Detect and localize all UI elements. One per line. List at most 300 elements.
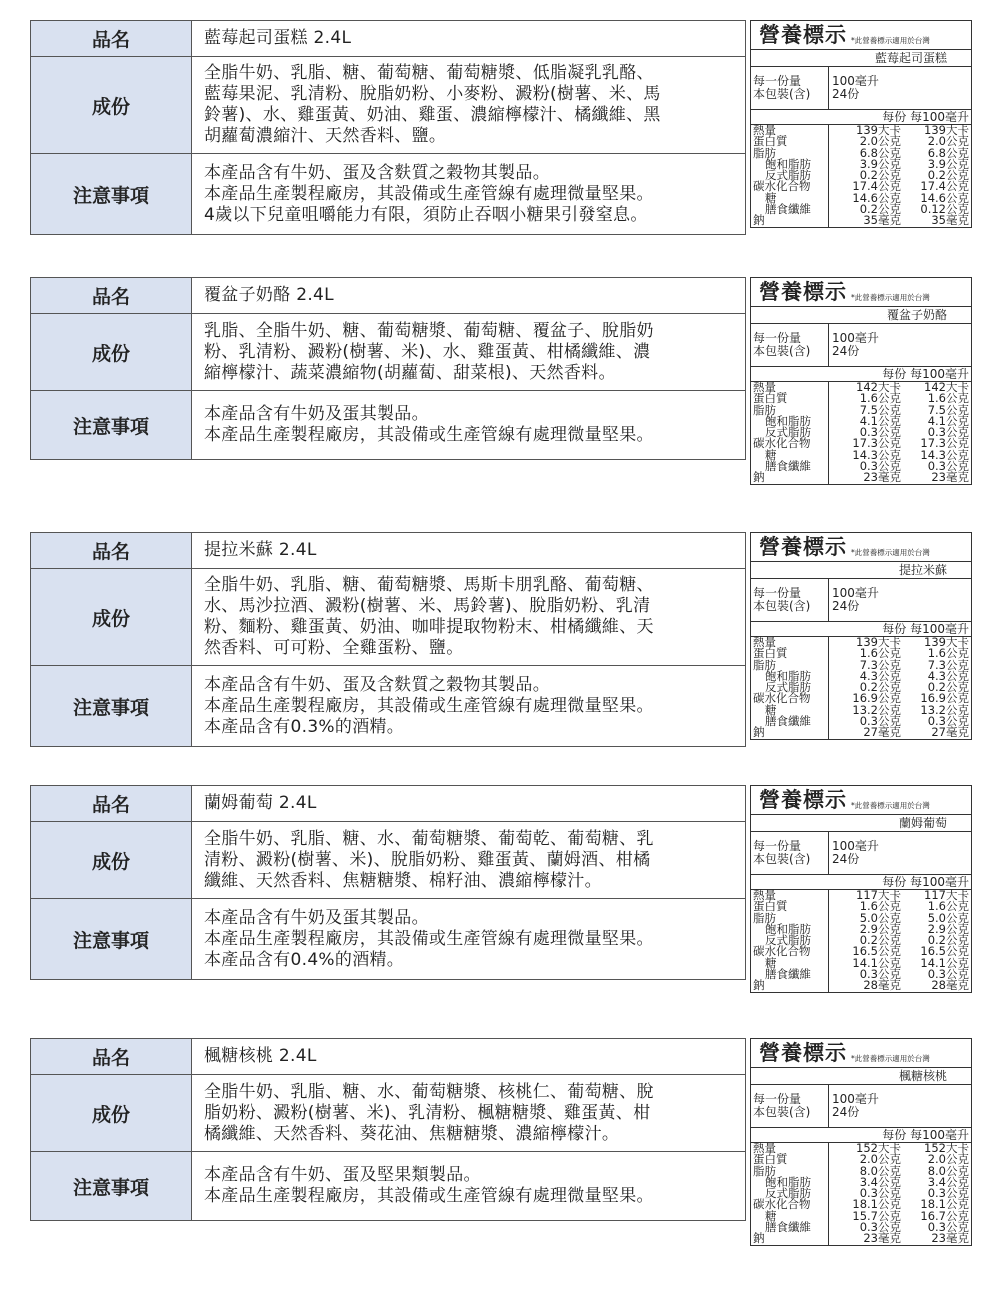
nutrient-per-serving: 0.3公克 (859, 459, 901, 474)
serving-info (751, 67, 971, 110)
nutrition-values (751, 637, 971, 739)
ingredients-line: 鈴薯)、水、雞蛋黃、奶油、雞蛋、濃縮檸檬汁、橘纖維、黑 (204, 105, 661, 125)
notes-label: 注意事項 (31, 391, 192, 459)
servings-label: 本包裝(含) (753, 87, 811, 101)
serving-count: 24份 (832, 344, 860, 358)
per-100-values (901, 125, 971, 227)
nutrient-name: 蛋白質 (753, 899, 788, 914)
nutrient-per-100: 14.6公克 (920, 190, 969, 205)
nutrient-name: 碳水化合物 (753, 944, 811, 959)
ingredients-text (204, 1082, 654, 1145)
nutrition-title-row (751, 533, 971, 562)
nutrient-per-serving: 152大卡 (856, 1141, 901, 1155)
nutrition-title: 營養標示 (759, 1041, 847, 1065)
serving-values (829, 324, 879, 366)
nutrient-per-serving: 3.9公克 (859, 156, 901, 171)
notes-value-cell (192, 154, 745, 234)
per-serving-label: 每一份量 (753, 1092, 802, 1106)
nutrient-name: 反式脂肪 (765, 680, 811, 695)
ingredients-value-cell (192, 57, 745, 153)
product-info-table (30, 277, 746, 460)
per-serving-values (829, 1143, 901, 1245)
product-name: 楓糖核桃 2.4L (204, 1046, 317, 1066)
notes-line: 本產品生產製程廠房，其設備或生產管線有處理微量堅果。 (204, 183, 654, 204)
ingredients-line: 全脂牛奶、乳脂、糖、葡萄糖漿、馬斯卡朋乳酪、葡萄糖、 (204, 575, 654, 595)
nutrient-per-serving: 0.2公克 (859, 680, 901, 695)
name-label: 品名 (31, 1039, 192, 1074)
nutrient-name: 碳水化合物 (753, 1197, 811, 1212)
name-value-cell (192, 786, 745, 821)
notes-row (31, 391, 745, 459)
nutrient-per-100: 35毫克 (931, 213, 969, 228)
notes-label: 注意事項 (31, 1152, 192, 1220)
ingredients-value-cell (192, 314, 745, 390)
notes-label: 注意事項 (31, 154, 192, 234)
nutrient-name: 熱量 (753, 380, 776, 394)
nutrient-name: 熱量 (753, 888, 776, 902)
nutrient-per-serving: 35毫克 (863, 213, 901, 228)
nutrition-panel (750, 277, 972, 485)
notes-row (31, 899, 745, 979)
per-serving-values (829, 637, 901, 739)
product-name: 蘭姆葡萄 2.4L (204, 793, 317, 813)
ingredients-line: 全脂牛奶、乳脂、糖、水、葡萄糖漿、核桃仁、葡萄糖、脫 (204, 1081, 654, 1102)
name-label: 品名 (31, 21, 192, 56)
nutrient-per-serving: 2.0公克 (859, 134, 901, 149)
nutrient-per-100: 2.0公克 (927, 134, 969, 149)
nutrient-per-serving: 3.4公克 (859, 1174, 901, 1189)
ingredients-text (204, 829, 654, 892)
ingredients-text (204, 575, 654, 659)
nutrient-names (751, 1143, 829, 1245)
nutrient-per-serving: 14.6公克 (852, 190, 901, 205)
product-name: 提拉米蘇 2.4L (204, 540, 317, 560)
nutrient-name: 脂肪 (753, 145, 776, 160)
serving-count: 24份 (832, 599, 860, 613)
serving-values (829, 67, 879, 109)
servings-label: 本包裝(含) (753, 852, 811, 866)
servings-label: 本包裝(含) (753, 1105, 811, 1119)
serving-values (829, 579, 879, 621)
ingredients-line: 乳脂、全脂牛奶、糖、葡萄糖漿、葡萄糖、覆盆子、脫脂奶 (204, 320, 654, 341)
name-value-cell (192, 21, 745, 56)
notes-label: 注意事項 (31, 899, 192, 979)
nutrient-per-serving: 0.2公克 (859, 202, 901, 217)
nutrition-panel (750, 20, 972, 228)
nutrient-names (751, 890, 829, 992)
per-100-column-label: 每100毫升 (910, 1128, 969, 1142)
per-serving-values (829, 382, 901, 484)
nutrient-name: 碳水化合物 (753, 436, 811, 451)
nutrient-per-serving: 7.5公克 (859, 402, 901, 417)
per-serving-label: 每一份量 (753, 839, 802, 853)
nutrient-per-serving: 0.2公克 (859, 933, 901, 948)
serving-count: 24份 (832, 852, 860, 866)
nutrient-per-serving: 18.1公克 (852, 1197, 901, 1212)
nutrient-per-100: 0.3公克 (927, 1186, 969, 1201)
name-row (31, 533, 745, 569)
serving-info (751, 832, 971, 875)
nutrient-per-100: 142大卡 (924, 380, 969, 394)
nutrition-note: *此營養標示適用於台灣 (851, 293, 930, 302)
per-serving-column-label: 每份 (882, 1128, 907, 1142)
ingredients-value-cell (192, 1075, 745, 1151)
nutrient-per-serving: 0.3公克 (859, 1220, 901, 1235)
nutrition-panel (750, 532, 972, 740)
ingredients-line: 藍莓果泥、乳清粉、脫脂奶粉、小麥粉、澱粉(樹薯、米、馬 (204, 84, 661, 104)
nutrient-per-100: 152大卡 (924, 1141, 969, 1155)
nutrient-per-serving: 15.7公克 (852, 1208, 901, 1223)
nutrition-note: *此營養標示適用於台灣 (851, 548, 930, 557)
nutrient-name: 膳食纖維 (765, 1220, 811, 1235)
nutrient-per-100: 139大卡 (924, 123, 969, 137)
serving-labels (751, 67, 829, 109)
ingredients-value-cell (192, 569, 745, 665)
per-100-values (901, 382, 971, 484)
nutrient-per-100: 4.1公克 (927, 413, 969, 428)
servings-label: 本包裝(含) (753, 344, 811, 358)
nutrient-per-100: 117大卡 (924, 888, 969, 902)
nutrient-per-100: 1.6公克 (927, 646, 969, 661)
nutrient-per-100: 1.6公克 (927, 391, 969, 406)
ingredients-value-cell (192, 822, 745, 898)
nutrient-name: 膳食纖維 (765, 967, 811, 982)
name-value-cell (192, 533, 745, 568)
ingredients-label: 成份 (31, 822, 192, 898)
notes-text (204, 1165, 654, 1207)
per-serving-column-label: 每份 (882, 110, 907, 124)
nutrient-per-serving: 28毫克 (863, 978, 901, 993)
name-label: 品名 (31, 533, 192, 568)
nutrient-per-100: 3.4公克 (927, 1174, 969, 1189)
per-serving-label: 每一份量 (753, 331, 802, 345)
nutrient-per-100: 0.12公克 (920, 202, 969, 217)
nutrient-per-serving: 139大卡 (856, 635, 901, 649)
nutrient-per-serving: 8.0公克 (859, 1163, 901, 1178)
nutrient-name: 飽和脂肪 (765, 413, 811, 428)
name-label: 品名 (31, 786, 192, 821)
nutrition-note: *此營養標示適用於台灣 (851, 801, 930, 810)
nutrient-per-100: 8.0公克 (927, 1163, 969, 1178)
nutrient-name: 飽和脂肪 (765, 921, 811, 936)
nutrient-name: 糖 (765, 190, 777, 205)
nutrient-name: 脂肪 (753, 402, 776, 417)
notes-value-cell (192, 391, 745, 459)
product-info-table (30, 785, 746, 980)
nutrient-per-100: 14.3公克 (920, 447, 969, 462)
nutrient-per-100: 0.3公克 (927, 425, 969, 440)
nutrition-title-row (751, 1039, 971, 1068)
nutrient-per-100: 17.3公克 (920, 436, 969, 451)
name-value-cell (192, 278, 745, 313)
per-serving-label: 每一份量 (753, 586, 802, 600)
nutrient-per-100: 23毫克 (931, 1231, 969, 1246)
nutrient-name: 鈉 (753, 470, 765, 485)
nutrient-name: 脂肪 (753, 1163, 776, 1178)
nutrient-name: 糖 (765, 1208, 777, 1223)
nutrient-name: 鈉 (753, 978, 765, 993)
nutrition-note: *此營養標示適用於台灣 (851, 36, 930, 45)
nutrient-per-100: 0.3公克 (927, 967, 969, 982)
notes-line: 本產品含有牛奶及蛋其製品。 (204, 907, 429, 928)
ingredients-line: 胡蘿蔔濃縮汁、天然香料、鹽。 (204, 126, 447, 146)
product-info-table (30, 532, 746, 747)
nutrient-per-serving: 14.1公克 (852, 955, 901, 970)
ingredients-row (31, 57, 745, 154)
nutrition-title: 營養標示 (759, 23, 847, 47)
name-label: 品名 (31, 278, 192, 313)
per-serving-label: 每一份量 (753, 74, 802, 88)
notes-line: 本產品含有牛奶、蛋及含麩質之穀物其製品。 (204, 162, 550, 183)
ingredients-line: 脂奶粉、澱粉(樹薯、米)、乳清粉、楓糖糖漿、雞蛋黃、柑 (204, 1102, 651, 1123)
nutrient-per-100: 6.8公克 (927, 145, 969, 160)
nutrient-name: 膳食纖維 (765, 714, 811, 729)
ingredients-label: 成份 (31, 569, 192, 665)
nutrition-title: 營養標示 (759, 280, 847, 304)
ingredients-line: 粉、乳清粉、澱粉(樹薯、米)、水、雞蛋黃、柑橘纖維、濃 (204, 341, 651, 362)
nutrient-names (751, 125, 829, 227)
ingredients-line: 水、馬沙拉酒、澱粉(樹薯、米、馬鈴薯)、脫脂奶粉、乳清 (204, 596, 651, 616)
name-row (31, 21, 745, 57)
nutrient-per-serving: 142大卡 (856, 380, 901, 394)
nutrient-per-100: 7.3公克 (927, 657, 969, 672)
nutrient-per-serving: 14.3公克 (852, 447, 901, 462)
nutrition-product-name: 提拉米蘇 (751, 562, 971, 579)
ingredients-line: 粉、麵粉、雞蛋黃、奶油、咖啡提取物粉末、柑橘纖維、天 (204, 617, 654, 637)
nutrient-per-100: 5.0公克 (927, 910, 969, 925)
nutrition-values (751, 382, 971, 484)
per-100-column-label: 每100毫升 (910, 367, 969, 381)
per-serving-values (829, 890, 901, 992)
servings-label: 本包裝(含) (753, 599, 811, 613)
per-serving-column-label: 每份 (882, 367, 907, 381)
nutrient-per-100: 1.6公克 (927, 899, 969, 914)
serving-size: 100毫升 (832, 331, 879, 345)
nutrition-product-name: 藍莓起司蛋糕 (751, 50, 971, 67)
notes-line: 本產品含有牛奶、蛋及含麩質之穀物其製品。 (204, 674, 550, 695)
nutrient-name: 鈉 (753, 1231, 765, 1246)
nutrition-title: 營養標示 (759, 788, 847, 812)
nutrient-name: 糖 (765, 702, 777, 717)
product-info-table (30, 20, 746, 235)
nutrition-title: 營養標示 (759, 535, 847, 559)
notes-text (204, 908, 654, 971)
nutrition-note: *此營養標示適用於台灣 (851, 1054, 930, 1063)
serving-info (751, 579, 971, 622)
notes-value-cell (192, 899, 745, 979)
per-serving-column-label: 每份 (882, 622, 907, 636)
ingredients-line: 纖維、天然香料、焦糖糖漿、棉籽油、濃縮檸檬汁。 (204, 870, 602, 891)
notes-row (31, 154, 745, 234)
nutrition-product-name: 覆盆子奶酪 (751, 307, 971, 324)
ingredients-line: 橘纖維、天然香料、葵花油、焦糖糖漿、濃縮檸檬汁。 (204, 1123, 620, 1144)
ingredients-line: 縮檸檬汁、蔬菜濃縮物(胡蘿蔔、甜菜根)、天然香料。 (204, 362, 616, 383)
nutrient-name: 鈉 (753, 725, 765, 740)
nutrient-name: 蛋白質 (753, 134, 788, 149)
nutrient-per-serving: 0.3公克 (859, 967, 901, 982)
nutrition-title-row (751, 21, 971, 50)
notes-line: 本產品生產製程廠房，其設備或生產管線有處理微量堅果。 (204, 425, 654, 445)
nutrient-names (751, 637, 829, 739)
serving-values (829, 832, 879, 874)
ingredients-line: 全脂牛奶、乳脂、糖、葡萄糖、葡萄糖漿、低脂凝乳乳酪、 (204, 63, 654, 83)
nutrient-per-100: 0.2公克 (927, 933, 969, 948)
nutrient-name: 糖 (765, 955, 777, 970)
serving-count: 24份 (832, 87, 860, 101)
nutrient-per-100: 16.7公克 (920, 1208, 969, 1223)
per-100-column-label: 每100毫升 (910, 622, 969, 636)
serving-size: 100毫升 (832, 74, 879, 88)
per-100-column-label: 每100毫升 (910, 110, 969, 124)
serving-info (751, 1085, 971, 1128)
per-100-column-label: 每100毫升 (910, 875, 969, 889)
nutrient-per-serving: 2.9公克 (859, 921, 901, 936)
ingredients-label: 成份 (31, 314, 192, 390)
nutrient-name: 鈉 (753, 213, 765, 228)
name-row (31, 786, 745, 822)
ingredients-row (31, 822, 745, 899)
notes-row (31, 666, 745, 746)
nutrition-product-name: 楓糖核桃 (751, 1068, 971, 1085)
nutrition-values (751, 125, 971, 227)
nutrient-per-100: 28毫克 (931, 978, 969, 993)
serving-size: 100毫升 (832, 586, 879, 600)
ingredients-text (204, 63, 661, 147)
nutrient-per-100: 7.5公克 (927, 402, 969, 417)
product-name: 覆盆子奶酪 2.4L (204, 285, 334, 305)
serving-size: 100毫升 (832, 1092, 879, 1106)
per-100-values (901, 1143, 971, 1245)
nutrient-per-100: 0.3公克 (927, 459, 969, 474)
nutrient-name: 熱量 (753, 1141, 776, 1155)
nutrient-per-100: 17.4公克 (920, 179, 969, 194)
ingredients-text (204, 321, 654, 384)
nutrition-product-name: 蘭姆葡萄 (751, 815, 971, 832)
nutrient-per-100: 0.3公克 (927, 714, 969, 729)
serving-labels (751, 1085, 829, 1127)
nutrient-per-serving: 23毫克 (863, 1231, 901, 1246)
ingredients-row (31, 1075, 745, 1152)
notes-line: 本產品生產製程廠房，其設備或生產管線有處理微量堅果。 (204, 695, 654, 716)
notes-value-cell (192, 666, 745, 746)
nutrient-name: 熱量 (753, 635, 776, 649)
nutrient-per-100: 3.9公克 (927, 156, 969, 171)
nutrient-per-serving: 5.0公克 (859, 910, 901, 925)
nutrient-per-100: 0.2公克 (927, 168, 969, 183)
nutrient-per-100: 2.9公克 (927, 921, 969, 936)
nutrient-per-serving: 117大卡 (856, 888, 901, 902)
nutrient-name: 飽和脂肪 (765, 156, 811, 171)
nutrient-per-100: 23毫克 (931, 470, 969, 485)
nutrient-per-serving: 13.2公克 (852, 702, 901, 717)
name-row (31, 278, 745, 314)
nutrient-per-serving: 17.3公克 (852, 436, 901, 451)
nutrition-values (751, 890, 971, 992)
notes-line: 本產品生產製程廠房，其設備或生產管線有處理微量堅果。 (204, 928, 654, 949)
nutrient-per-serving: 23毫克 (863, 470, 901, 485)
nutrient-per-100: 0.2公克 (927, 680, 969, 695)
nutrition-panel (750, 1038, 972, 1246)
nutrient-per-100: 18.1公克 (920, 1197, 969, 1212)
notes-text (204, 163, 654, 226)
nutrient-name: 脂肪 (753, 657, 776, 672)
nutrition-title-row (751, 786, 971, 815)
nutrient-per-serving: 4.1公克 (859, 413, 901, 428)
product-info-table (30, 1038, 746, 1221)
serving-labels (751, 324, 829, 366)
product-name: 藍莓起司蛋糕 2.4L (204, 28, 352, 48)
nutrient-per-serving: 27毫克 (863, 725, 901, 740)
per-serving-values (829, 125, 901, 227)
ingredients-line: 清粉、澱粉(樹薯、米)、脫脂奶粉、雞蛋黃、蘭姆酒、柑橘 (204, 849, 651, 870)
ingredients-line: 全脂牛奶、乳脂、糖、水、葡萄糖漿、葡萄乾、葡萄糖、乳 (204, 828, 654, 849)
nutrient-per-100: 2.0公克 (927, 1152, 969, 1167)
nutrient-per-serving: 17.4公克 (852, 179, 901, 194)
notes-line: 本產品含有牛奶、蛋及堅果類製品。 (204, 1165, 481, 1185)
nutrient-name: 膳食纖維 (765, 202, 811, 217)
nutrient-name: 糖 (765, 447, 777, 462)
nutrient-name: 碳水化合物 (753, 179, 811, 194)
ingredients-row (31, 314, 745, 391)
name-value-cell (192, 1039, 745, 1074)
serving-labels (751, 579, 829, 621)
nutrient-per-serving: 0.3公克 (859, 425, 901, 440)
nutrient-per-serving: 4.3公克 (859, 668, 901, 683)
notes-text (204, 675, 654, 738)
nutrient-per-serving: 2.0公克 (859, 1152, 901, 1167)
nutrient-per-serving: 16.5公克 (852, 944, 901, 959)
nutrient-name: 脂肪 (753, 910, 776, 925)
notes-line: 4歲以下兒童咀嚼能力有限，須防止吞咽小糖果引發窒息。 (204, 204, 648, 225)
name-row (31, 1039, 745, 1075)
ingredients-label: 成份 (31, 1075, 192, 1151)
nutrient-name: 反式脂肪 (765, 168, 811, 183)
nutrient-per-100: 27毫克 (931, 725, 969, 740)
notes-line: 本產品含有0.3%的酒精。 (204, 716, 405, 737)
nutrient-per-serving: 139大卡 (856, 123, 901, 137)
nutrient-name: 飽和脂肪 (765, 668, 811, 683)
nutrient-per-serving: 6.8公克 (859, 145, 901, 160)
nutrient-per-serving: 7.3公克 (859, 657, 901, 672)
per-100-values (901, 890, 971, 992)
nutrient-name: 飽和脂肪 (765, 1174, 811, 1189)
notes-line: 本產品含有牛奶及蛋其製品。 (204, 404, 429, 424)
nutrient-per-serving: 0.3公克 (859, 714, 901, 729)
serving-count: 24份 (832, 1105, 860, 1119)
notes-label: 注意事項 (31, 666, 192, 746)
nutrition-panel (750, 785, 972, 993)
nutrient-name: 蛋白質 (753, 1152, 788, 1167)
nutrient-per-serving: 1.6公克 (859, 899, 901, 914)
serving-values (829, 1085, 879, 1127)
nutrient-per-100: 16.5公克 (920, 944, 969, 959)
nutrient-per-serving: 0.3公克 (859, 1186, 901, 1201)
nutrient-name: 蛋白質 (753, 646, 788, 661)
nutrient-names (751, 382, 829, 484)
per-100-values (901, 637, 971, 739)
ingredients-row (31, 569, 745, 666)
notes-line: 本產品含有0.4%的酒精。 (204, 949, 405, 970)
nutrient-per-100: 16.9公克 (920, 691, 969, 706)
nutrient-name: 碳水化合物 (753, 691, 811, 706)
ingredients-line: 然香料、可可粉、全雞蛋粉、鹽。 (204, 638, 464, 658)
notes-value-cell (192, 1152, 745, 1220)
nutrient-per-serving: 1.6公克 (859, 646, 901, 661)
nutrient-per-100: 14.1公克 (920, 955, 969, 970)
nutrient-name: 反式脂肪 (765, 1186, 811, 1201)
serving-size: 100毫升 (832, 839, 879, 853)
nutrient-per-100: 0.3公克 (927, 1220, 969, 1235)
